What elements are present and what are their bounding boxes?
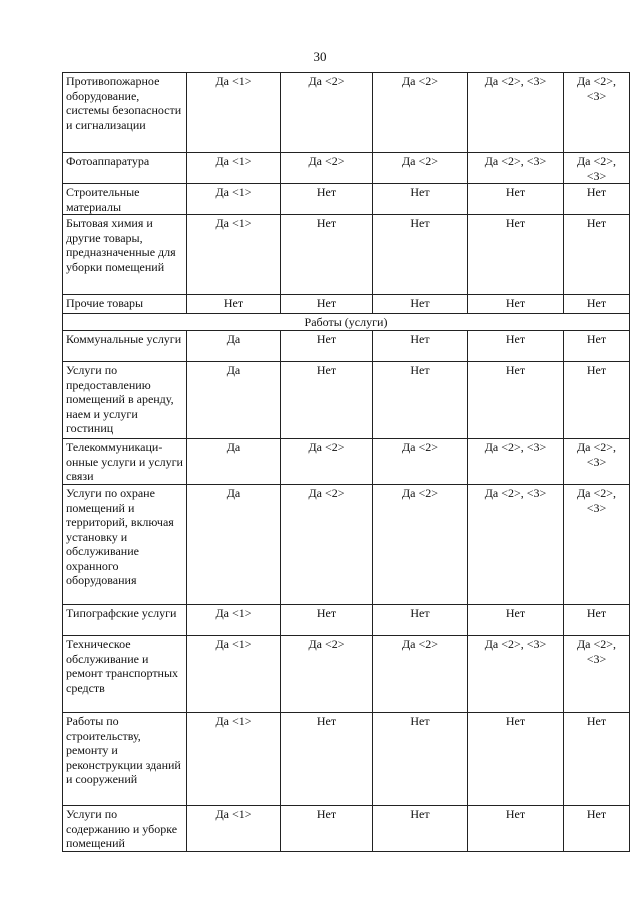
value-cell: Нет [373, 806, 468, 852]
value-cell: Да <2>, <3> [564, 636, 630, 713]
table-row [63, 184, 630, 215]
value-cell: Нет [468, 806, 564, 852]
value-cell: Нет [373, 362, 468, 439]
table-row [63, 295, 630, 314]
value-cell: Нет [468, 605, 564, 636]
row-label: Услуги по содержанию и уборке помещений [63, 806, 187, 852]
value-cell: Нет [564, 605, 630, 636]
table-row [63, 153, 630, 184]
value-cell: Да <1> [187, 713, 281, 806]
value-cell: Нет [564, 215, 630, 295]
value-cell: Нет [564, 713, 630, 806]
value-cell: Да <2> [281, 636, 373, 713]
row-label: Прочие товары [63, 295, 187, 314]
value-cell: Да <2>, <3> [468, 636, 564, 713]
value-cell: Нет [468, 295, 564, 314]
value-cell: Нет [373, 295, 468, 314]
page-number: 30 [313, 49, 327, 64]
value-cell: Нет [373, 184, 468, 215]
value-cell: Нет [373, 605, 468, 636]
value-cell: Да <2>, <3> [564, 485, 630, 605]
value-cell: Нет [468, 362, 564, 439]
table-row [63, 605, 630, 636]
row-label: Фотоаппаратура [63, 153, 187, 184]
row-label: Строительные материалы [63, 184, 187, 215]
value-cell: Нет [468, 713, 564, 806]
row-label: Услуги по охране помещений и территорий, включая установку и обслуживание охранного оборудования [63, 485, 187, 605]
value-cell: Нет [468, 331, 564, 362]
value-cell: Нет [281, 362, 373, 439]
value-cell: Нет [373, 713, 468, 806]
row-label: Типографские услуги [63, 605, 187, 636]
value-cell: Да <2> [281, 153, 373, 184]
row-label: Бытовая химия и другие товары, предназначенные для уборки помещений [63, 215, 187, 295]
value-cell: Да <1> [187, 73, 281, 153]
table-row [63, 73, 630, 153]
value-cell: Нет [564, 184, 630, 215]
value-cell: Да <2> [373, 153, 468, 184]
value-cell: Нет [281, 806, 373, 852]
value-cell: Да <1> [187, 636, 281, 713]
value-cell: Нет [281, 215, 373, 295]
value-cell: Нет [564, 295, 630, 314]
value-cell: Нет [468, 215, 564, 295]
value-cell: Да <2>, <3> [468, 485, 564, 605]
section-row [63, 314, 630, 331]
value-cell: Да <2>, <3> [468, 439, 564, 485]
table-row [63, 215, 630, 295]
value-cell: Нет [187, 295, 281, 314]
value-cell: Да <2> [281, 439, 373, 485]
row-label: Услуги по предоставлению помещений в аренду, наем и услуги гостиниц [63, 362, 187, 439]
value-cell: Да [187, 362, 281, 439]
value-cell: Нет [468, 184, 564, 215]
value-cell: Да <1> [187, 153, 281, 184]
table-row [63, 331, 630, 362]
value-cell: Да <2> [373, 73, 468, 153]
table-row [63, 806, 630, 852]
value-cell: Нет [564, 806, 630, 852]
row-label: Противопожарное оборудование, системы безопасности и сигнализации [63, 73, 187, 153]
value-cell: Нет [281, 184, 373, 215]
table-row [63, 485, 630, 605]
value-cell: Да <2>, <3> [468, 73, 564, 153]
value-cell: Да [187, 439, 281, 485]
value-cell: Нет [281, 713, 373, 806]
document-table [62, 72, 630, 852]
row-label: Работы по строительству, ремонту и реконструкции зданий и сооружений [63, 713, 187, 806]
row-label: Коммунальные услуги [63, 331, 187, 362]
value-cell: Да <1> [187, 806, 281, 852]
value-cell: Да <2> [281, 73, 373, 153]
value-cell: Да <2> [373, 439, 468, 485]
value-cell: Да <2> [281, 485, 373, 605]
value-cell: Нет [373, 215, 468, 295]
value-cell: Да [187, 485, 281, 605]
value-cell: Нет [281, 331, 373, 362]
value-cell: Нет [564, 331, 630, 362]
value-cell: Да <2>, <3> [468, 153, 564, 184]
value-cell: Нет [373, 331, 468, 362]
value-cell: Да <1> [187, 605, 281, 636]
value-cell: Да <2>, <3> [564, 153, 630, 184]
value-cell: Да <2> [373, 485, 468, 605]
value-cell: Да <1> [187, 215, 281, 295]
row-label: Техническое обслуживание и ремонт транспортных средств [63, 636, 187, 713]
row-label: Телекоммуникаци-онные услуги и услуги связи [63, 439, 187, 485]
table-row [63, 362, 630, 439]
value-cell: Нет [281, 295, 373, 314]
table-row [63, 713, 630, 806]
section-heading: Работы (услуги) [63, 314, 630, 331]
value-cell: Да <1> [187, 184, 281, 215]
value-cell: Да [187, 331, 281, 362]
value-cell: Да <2> [373, 636, 468, 713]
table-row [63, 439, 630, 485]
value-cell: Да <2>, <3> [564, 73, 630, 153]
value-cell: Нет [564, 362, 630, 439]
value-cell: Нет [281, 605, 373, 636]
value-cell: Да <2>, <3> [564, 439, 630, 485]
table-row [63, 636, 630, 713]
